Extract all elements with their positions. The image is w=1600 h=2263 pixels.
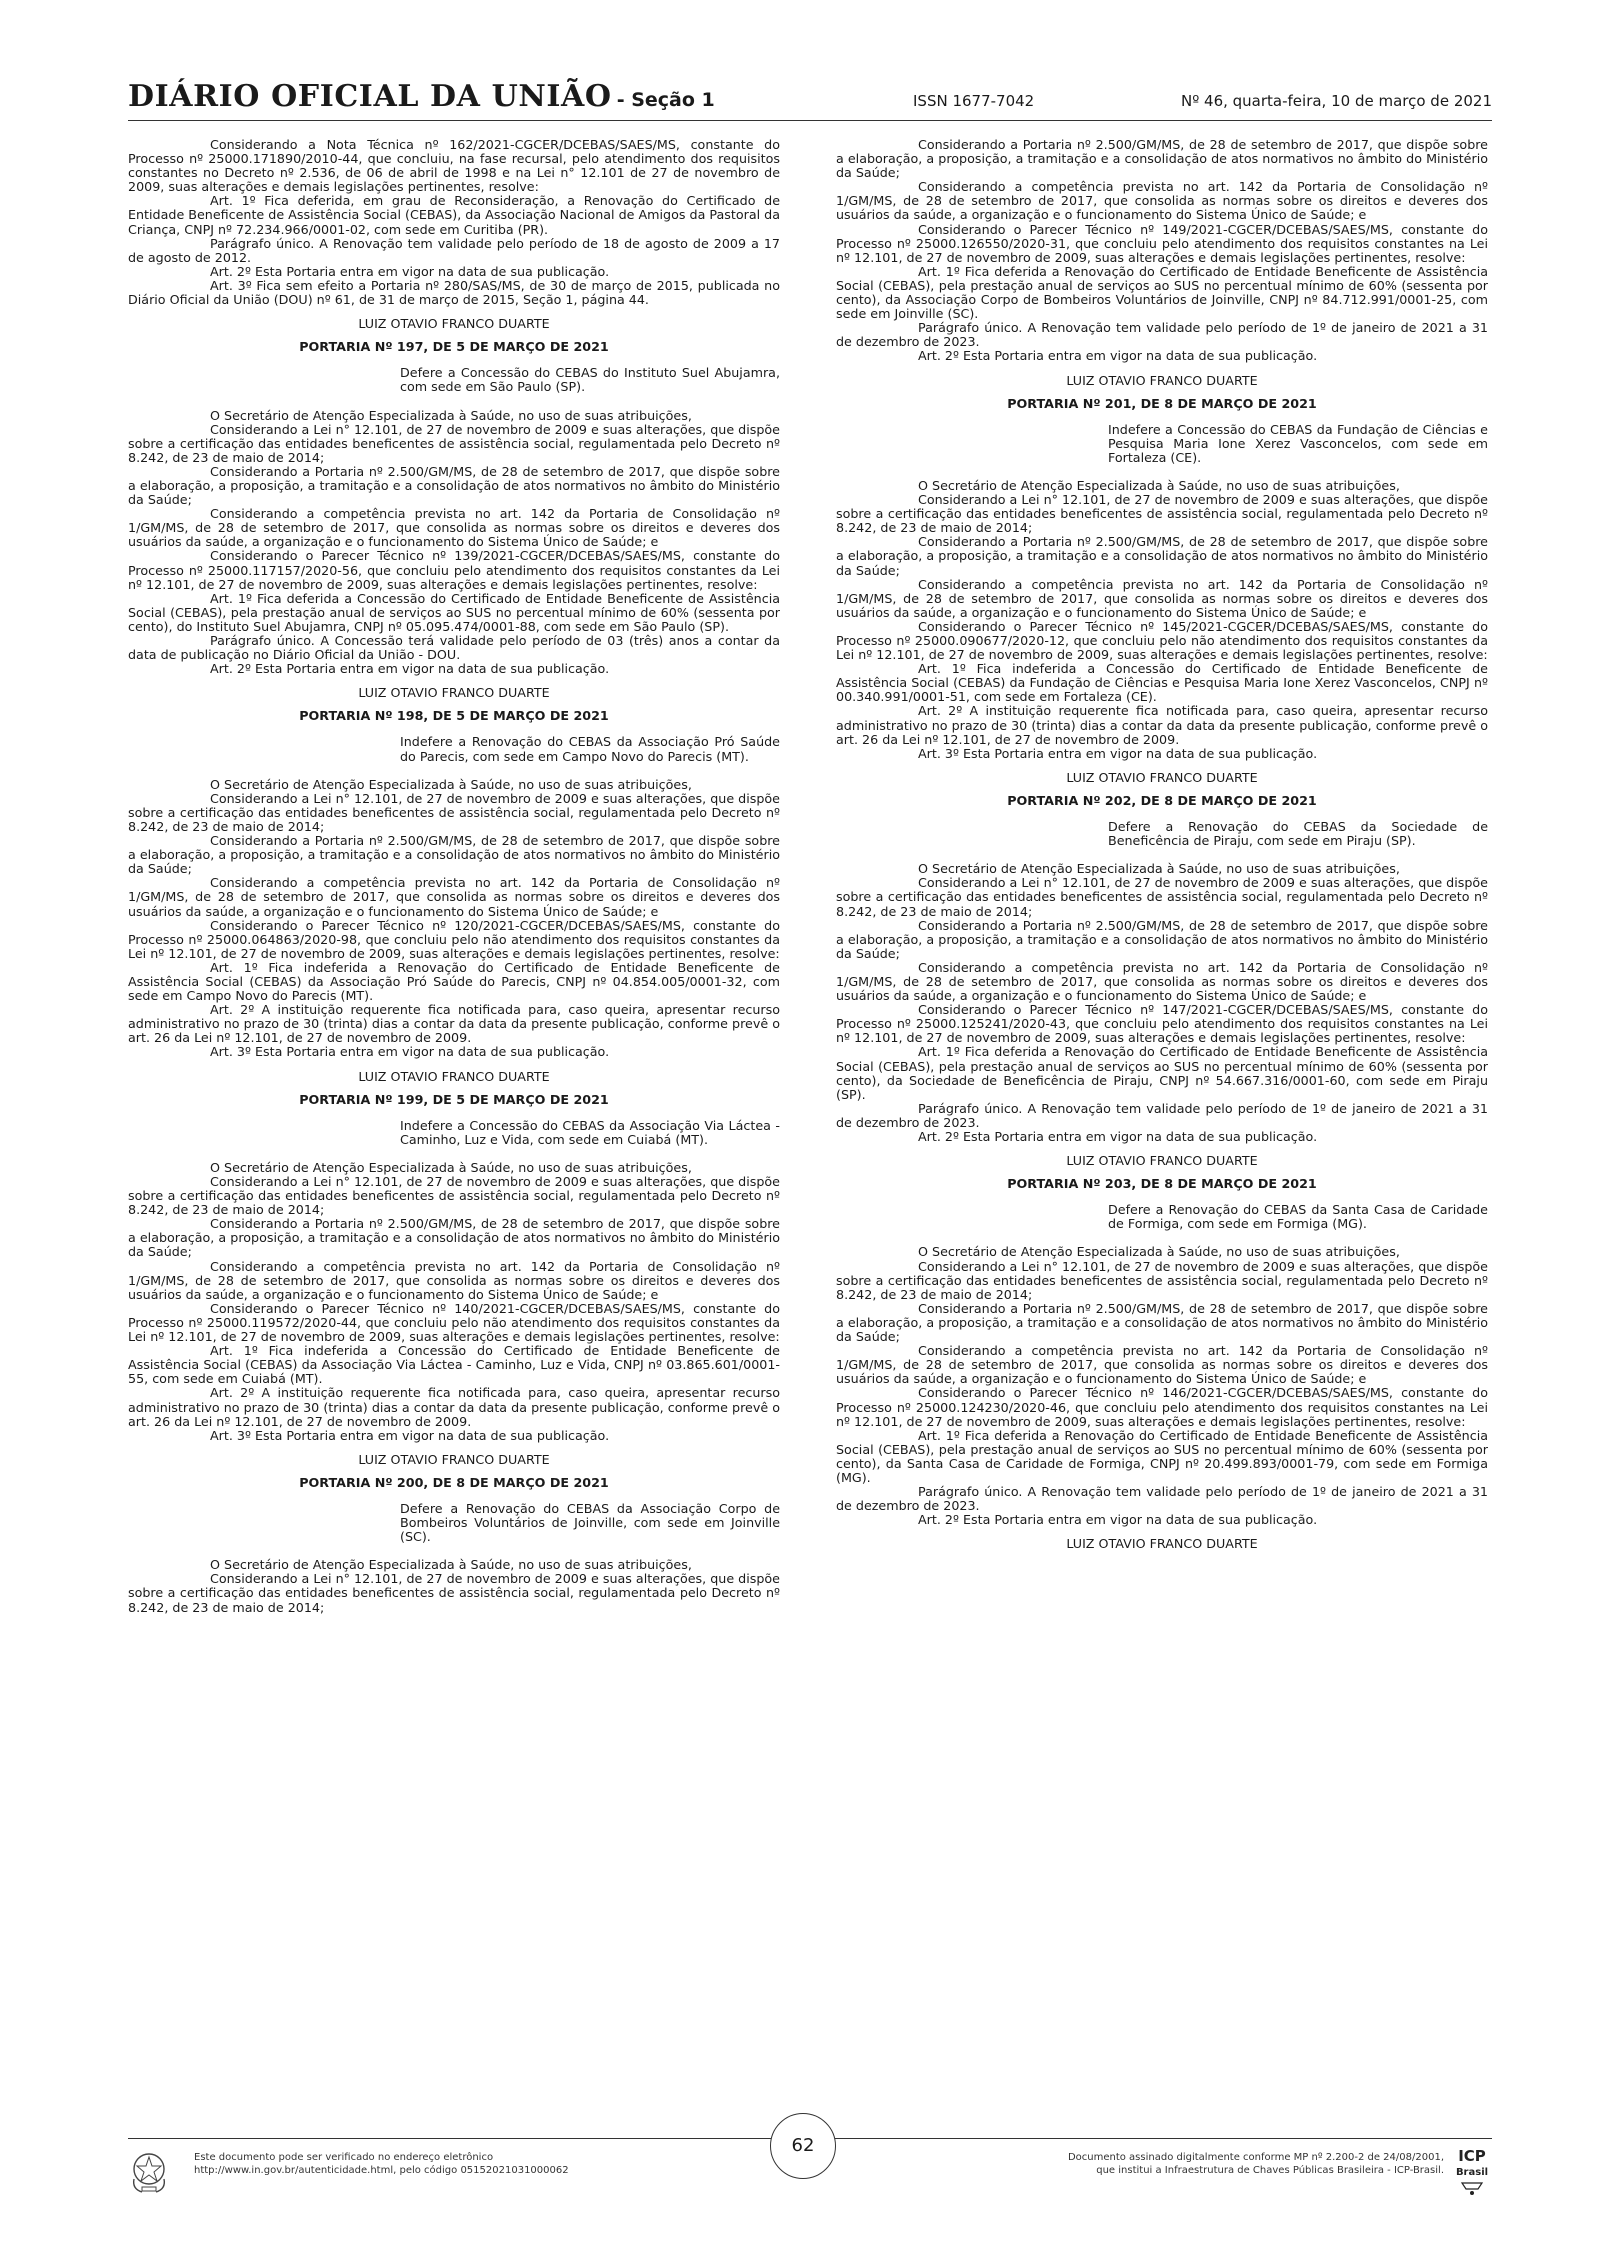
issn: ISSN 1677-7042 (913, 92, 1035, 110)
verification-link[interactable]: http://www.in.gov.br/autenticidade.html, pelo código 05152021031000062 (194, 2165, 569, 2176)
paragraph: Considerando a Lei n° 12.101, de 27 de novembro de 2009 e suas alterações, que dispõe sobre a certificação das entidades beneficentes de assistência social, regulamentada pelo Decreto nº 8.242, de 23 de maio de 2014; (128, 1571, 780, 1615)
paragraph: Considerando a Portaria nº 2.500/GM/MS, de 28 de setembro de 2017, que dispõe sobre a elaboração, a proposição, a tramitação e a consolidação de atos normativos no âmbito do Ministério da Saúde; (128, 1216, 780, 1260)
signature: LUIZ OTAVIO FRANCO DUARTE (1066, 1536, 1258, 1552)
paragraph: Considerando a Portaria nº 2.500/GM/MS, de 28 de setembro de 2017, que dispõe sobre a elaboração, a proposição, a tramitação e a consolidação de atos normativos no âmbito do Ministério da Saúde; (836, 534, 1488, 578)
paragraph: Art. 1º Fica deferida a Renovação do Certificado de Entidade Beneficente de Assistência Social (CEBAS), pela prestação anual de serviços ao SUS no percentual mínimo de 60% (sessenta por cento), da Associação Corpo de Bombeiros Voluntários de Joinville, CNPJ nº 84.712.991/0001-25, com sede em Joinville (SC). (836, 263, 1488, 322)
portaria-201-ementa: Indefere a Concessão do CEBAS da Fundação de Ciências e Pesquisa Maria Ione Xerez Vasconcelos, com sede em Fortaleza (CE). (1108, 421, 1488, 465)
paragraph: Art. 2º Esta Portaria entra em vigor na data de sua publicação. (210, 263, 610, 279)
verification-note (194, 2151, 569, 2177)
paragraph: Considerando a competência prevista no art. 142 da Portaria de Consolidação nº 1/GM/MS, de 28 de setembro de 2017, que consolida as normas sobre os direitos e deveres dos usuários da saúde, a organização e o funcionamento do Sistema Único de Saúde; e (128, 875, 780, 919)
paragraph: Art. 2º A instituição requerente fica notificada para, caso queira, apresentar recurso administrativo no prazo de 30 (trinta) dias a contar da data da presente publicação, conforme prevê o art. 26 da Lei nº 12.101, de 27 de novembro de 2009. (836, 703, 1488, 747)
paragraph: Art. 1º Fica indeferida a Concessão do Certificado de Entidade Beneficente de Assistência Social (CEBAS) da Associação Via Láctea - Caminho, Luz e Vida, CNPJ nº 03.865.601/0001-55, com sede em Cuiabá (MT). (128, 1343, 780, 1387)
paragraph: Art. 3º Esta Portaria entra em vigor na data de sua publicação. (210, 1427, 610, 1443)
paragraph: Considerando a Portaria nº 2.500/GM/MS, de 28 de setembro de 2017, que dispõe sobre a elaboração, a proposição, a tramitação e a consolidação de atos normativos no âmbito do Ministério da Saúde; (836, 137, 1488, 181)
paragraph: Considerando a competência prevista no art. 142 da Portaria de Consolidação nº 1/GM/MS, de 28 de setembro de 2017, que consolida as normas sobre os direitos e deveres dos usuários da saúde, a organização e o funcionamento do Sistema Único de Saúde; e (836, 1343, 1488, 1387)
paragraph: Art. 2º Esta Portaria entra em vigor na data de sua publicação. (918, 1512, 1318, 1528)
signature: LUIZ OTAVIO FRANCO DUARTE (358, 316, 550, 332)
paragraph: Considerando a Lei n° 12.101, de 27 de novembro de 2009 e suas alterações, que dispõe sobre a certificação das entidades beneficentes de assistência social, regulamentada pelo Decreto nº 8.242, de 23 de maio de 2014; (836, 875, 1488, 919)
paragraph: Considerando o Parecer Técnico nº 140/2021-CGCER/DCEBAS/SAES/MS, constante do Processo nº 25000.119572/2020-44, que concluiu pelo não atendimento dos requisitos constantes da Lei nº 12.101, de 27 de novembro de 2009, suas alterações e demais legislações pertinentes, resolve: (128, 1300, 780, 1345)
paragraph: Considerando o Parecer Técnico nº 120/2021-CGCER/DCEBAS/SAES/MS, constante do Processo nº 25000.064863/2020-98, que concluiu pelo não atendimento dos requisitos constantes da Lei nº 12.101, de 27 de novembro de 2009, suas alterações e demais legislações pertinentes, resolve: (128, 917, 780, 961)
paragraph: O Secretário de Atenção Especializada à Saúde, no uso de suas atribuições, (210, 407, 692, 423)
portaria-202-title: PORTARIA Nº 202, DE 8 DE MARÇO DE 2021 (1007, 792, 1317, 808)
portaria-198-title: PORTARIA Nº 198, DE 5 DE MARÇO DE 2021 (299, 708, 609, 724)
portaria-203-ementa: Defere a Renovação do CEBAS da Santa Casa de Caridade de Formiga, com sede em Formiga (MG). (1108, 1202, 1488, 1232)
paragraph: Art. 3º Esta Portaria entra em vigor na data de sua publicação. (210, 1044, 610, 1060)
signature: LUIZ OTAVIO FRANCO DUARTE (1066, 372, 1258, 388)
paragraph: Considerando a Lei n° 12.101, de 27 de novembro de 2009 e suas alterações, que dispõe sobre a certificação das entidades beneficentes de assistência social, regulamentada pelo Decreto nº 8.242, de 23 de maio de 2014; (836, 1258, 1488, 1302)
paragraph: Considerando o Parecer Técnico nº 145/2021-CGCER/DCEBAS/SAES/MS, constante do Processo nº 25000.090677/2020-12, que concluiu pelo não atendimento dos requisitos constantes da Lei nº 12.101, de 27 de novembro de 2009, suas alterações e demais legislações pertinentes, resolve: (836, 618, 1488, 663)
edition-info: Nº 46, quarta-feira, 10 de março de 2021 (1180, 92, 1492, 110)
signature: LUIZ OTAVIO FRANCO DUARTE (358, 1068, 550, 1084)
journal-title: DIÁRIO OFICIAL DA UNIÃO (128, 79, 612, 114)
right-column (836, 138, 1488, 1560)
paragraph: O Secretário de Atenção Especializada à Saúde, no uso de suas atribuições, (918, 477, 1400, 493)
portaria-199-ementa: Indefere a Concessão do CEBAS da Associação Via Láctea - Caminho, Luz e Vida, com sede em Cuiabá (MT). (400, 1117, 780, 1147)
portaria-197-ementa: Defere a Concessão do CEBAS do Instituto Suel Abujamra, com sede em São Paulo (SP). (400, 365, 780, 395)
paragraph: Parágrafo único. A Renovação tem validade pelo período de 1º de janeiro de 2021 a 31 de dezembro de 2023. (836, 1484, 1488, 1514)
svg-text:Brasil: Brasil (1455, 2167, 1489, 2178)
paragraph: Parágrafo único. A Renovação tem validade pelo período de 18 de agosto de 2009 a 17 de agosto de 2012. (128, 235, 780, 265)
signature-note-line: que institui a Infraestrutura de Chaves Públicas Brasileira - ICP-Brasil. (1096, 2165, 1444, 2176)
paragraph: Art. 1º Fica indeferida a Concessão do Certificado de Entidade Beneficente de Assistência Social (CEBAS) da Fundação de Ciências e Pesquisa Maria Ione Xerez Vasconcelos, CNPJ nº 00.340.991/0001-51, com sede em Fortaleza (CE). (836, 661, 1488, 705)
portaria-197-title: PORTARIA Nº 197, DE 5 DE MARÇO DE 2021 (299, 339, 609, 355)
paragraph: Considerando a Nota Técnica nº 162/2021-CGCER/DCEBAS/SAES/MS, constante do Processo nº 25000.171890/2010-44, que concluiu, na fase recursal, pelo atendimento dos requisitos constantes no Decreto nº 2.536, de 06 de abril de 1998 e na Lei n° 12.101 de 27 de novembro de 2009, suas alterações e demais legislações pertinentes, resolve: (128, 137, 780, 195)
paragraph: Considerando a Lei n° 12.101, de 27 de novembro de 2009 e suas alterações, que dispõe sobre a certificação das entidades beneficentes de assistência social, regulamentada pelo Decreto nº 8.242, de 23 de maio de 2014; (128, 1174, 780, 1218)
section-label: - Seção 1 (616, 89, 715, 111)
paragraph: Considerando a Lei n° 12.101, de 27 de novembro de 2009 e suas alterações, que dispõe sobre a certificação das entidades beneficentes de assistência social, regulamentada pelo Decreto nº 8.242, de 23 de maio de 2014; (128, 421, 780, 465)
page-footer (128, 2135, 1492, 2201)
paragraph: Art. 2º Esta Portaria entra em vigor na data de sua publicação. (210, 661, 610, 677)
paragraph: Considerando a Portaria nº 2.500/GM/MS, de 28 de setembro de 2017, que dispõe sobre a elaboração, a proposição, a tramitação e a consolidação de atos normativos no âmbito do Ministério da Saúde; (836, 917, 1488, 961)
paragraph: Considerando a competência prevista no art. 142 da Portaria de Consolidação nº 1/GM/MS, de 28 de setembro de 2017, que consolida as normas sobre os direitos e deveres dos usuários da saúde, a organização e o funcionamento do Sistema Único de Saúde; e (836, 576, 1488, 620)
intro-block (128, 138, 780, 307)
signature: LUIZ OTAVIO FRANCO DUARTE (358, 1451, 550, 1467)
paragraph: Art. 1º Fica deferida a Renovação do Certificado de Entidade Beneficente de Assistência Social (CEBAS), pela prestação anual de serviços ao SUS no percentual mínimo de 60% (sessenta por cento), da Sociedade de Beneficência de Piraju, CNPJ nº 54.667.316/0001-60, com sede em Piraju (SP). (836, 1044, 1488, 1102)
paragraph: O Secretário de Atenção Especializada à Saúde, no uso de suas atribuições, (918, 861, 1400, 877)
paragraph: Art. 1º Fica indeferida a Renovação do Certificado de Entidade Beneficente de Assistência Social (CEBAS) da Associação Pró Saúde do Parecis, CNPJ nº 04.854.005/0001-32, com sede em Campo Novo do Parecis (MT). (128, 959, 780, 1004)
paragraph: Considerando o Parecer Técnico nº 149/2021-CGCER/DCEBAS/SAES/MS, constante do Processo nº 25000.126550/2020-31, que concluiu pelo atendimento dos requisitos constantes na Lei nº 12.101, de 27 de novembro de 2009, suas alterações e demais legislações pertinentes, resolve: (836, 221, 1488, 265)
paragraph: Considerando a competência prevista no art. 142 da Portaria de Consolidação nº 1/GM/MS, de 28 de setembro de 2017, que consolida as normas sobre os direitos e deveres dos usuários da saúde, a organização e o funcionamento do Sistema Único de Saúde; e (128, 506, 780, 550)
masthead (128, 79, 715, 114)
paragraph: Art. 2º A instituição requerente fica notificada para, caso queira, apresentar recurso administrativo no prazo de 30 (trinta) dias a contar da data da presente publicação, conforme prevê o art. 26 da Lei nº 12.101, de 27 de novembro de 2009. (128, 1385, 780, 1429)
verification-line: Este documento pode ser verificado no endereço eletrônico (194, 2152, 494, 2163)
paragraph: Considerando o Parecer Técnico nº 147/2021-CGCER/DCEBAS/SAES/MS, constante do Processo nº 25000.125241/2020-43, que concluiu pelo atendimento dos requisitos constantes na Lei nº 12.101, de 27 de novembro de 2009, suas alterações e demais legislações pertinentes, resolve: (836, 1002, 1488, 1046)
paragraph: Art. 3º Esta Portaria entra em vigor na data de sua publicação. (918, 745, 1318, 761)
paragraph: Art. 2º Esta Portaria entra em vigor na data de sua publicação. (918, 1129, 1318, 1144)
paragraph: Art. 2º A instituição requerente fica notificada para, caso queira, apresentar recurso administrativo no prazo de 30 (trinta) dias a contar da data da presente publicação, conforme prevê o art. 26 da Lei nº 12.101, de 27 de novembro de 2009. (128, 1002, 780, 1046)
paragraph: O Secretário de Atenção Especializada à Saúde, no uso de suas atribuições, (210, 776, 692, 792)
paragraph: Art. 3º Fica sem efeito a Portaria nº 280/SAS/MS, de 30 de março de 2015, publicada no Diário Oficial da União (DOU) nº 61, de 31 de março de 2015, Seção 1, página 44. (128, 277, 780, 308)
paragraph: Considerando a Portaria nº 2.500/GM/MS, de 28 de setembro de 2017, que dispõe sobre a elaboração, a proposição, a tramitação e a consolidação de atos normativos no âmbito do Ministério da Saúde; (836, 1300, 1488, 1345)
left-column (128, 138, 780, 1615)
signature: LUIZ OTAVIO FRANCO DUARTE (1066, 1153, 1258, 1169)
paragraph: Considerando o Parecer Técnico nº 146/2021-CGCER/DCEBAS/SAES/MS, constante do Processo nº 25000.124230/2020-46, que concluiu pelo atendimento dos requisitos constantes na Lei nº 12.101, de 27 de novembro de 2009, suas alterações e demais legislações pertinentes, resolve: (836, 1385, 1488, 1429)
portaria-201-title: PORTARIA Nº 201, DE 8 DE MARÇO DE 2021 (1007, 395, 1317, 411)
paragraph: Considerando a Lei n° 12.101, de 27 de novembro de 2009 e suas alterações, que dispõe sobre a certificação das entidades beneficentes de assistência social, regulamentada pelo Decreto nº 8.242, de 23 de maio de 2014; (836, 492, 1488, 536)
paragraph: Parágrafo único. A Renovação tem validade pelo período de 1º de janeiro de 2021 a 31 de dezembro de 2023. (836, 1100, 1488, 1130)
paragraph: O Secretário de Atenção Especializada à Saúde, no uso de suas atribuições, (210, 1159, 692, 1175)
digital-signature-note (1068, 2151, 1444, 2177)
portaria-199-title: PORTARIA Nº 199, DE 5 DE MARÇO DE 2021 (299, 1091, 609, 1107)
portaria-200-ementa: Defere a Renovação do CEBAS da Associação Corpo de Bombeiros Voluntários de Joinville, com sede em Joinville (SC). (400, 1500, 780, 1545)
portaria-198-ementa: Indefere a Renovação do CEBAS da Associação Pró Saúde do Parecis, com sede em Campo Novo do Parecis (MT). (400, 734, 780, 764)
paragraph: O Secretário de Atenção Especializada à Saúde, no uso de suas atribuições, (210, 1557, 692, 1573)
paragraph: Considerando a Portaria nº 2.500/GM/MS, de 28 de setembro de 2017, que dispõe sobre a elaboração, a proposição, a tramitação e a consolidação de atos normativos no âmbito do Ministério da Saúde; (128, 463, 780, 508)
signature-note-line: Documento assinado digitalmente conforme MP nº 2.200-2 de 24/08/2001, (1067, 2152, 1444, 2163)
paragraph: Art. 1º Fica deferida a Concessão do Certificado de Entidade Beneficente de Assistência Social (CEBAS), pela prestação anual de serviços ao SUS no percentual mínimo de 60% (sessenta por cento), do Instituto Suel Abujamra, CNPJ nº 05.095.474/0001-88, com sede em São Paulo (SP). (128, 590, 780, 634)
coat-of-arms-icon (128, 2149, 170, 2195)
paragraph: Art. 2º Esta Portaria entra em vigor na data de sua publicação. (918, 348, 1318, 364)
signature: LUIZ OTAVIO FRANCO DUARTE (358, 685, 550, 701)
portaria-202-ementa: Defere a Renovação do CEBAS da Sociedade de Beneficência de Piraju, com sede em Piraju (SP). (1108, 819, 1488, 849)
svg-text:ICP: ICP (1458, 2147, 1486, 2165)
paragraph: O Secretário de Atenção Especializada à Saúde, no uso de suas atribuições, (918, 1244, 1400, 1260)
portaria-203-title: PORTARIA Nº 203, DE 8 DE MARÇO DE 2021 (1007, 1176, 1317, 1192)
paragraph: Art. 1º Fica deferida a Renovação do Certificado de Entidade Beneficente de Assistência Social (CEBAS), pela prestação anual de serviços ao SUS no percentual mínimo de 60% (sessenta por cento), da Santa Casa de Caridade de Formiga, CNPJ nº 20.499.893/0001-79, com sede em Formiga (MG). (836, 1427, 1488, 1485)
paragraph: Considerando a competência prevista no art. 142 da Portaria de Consolidação nº 1/GM/MS, de 28 de setembro de 2017, que consolida as normas sobre os direitos e deveres dos usuários da saúde, a organização e o funcionamento do Sistema Único de Saúde; e (836, 179, 1488, 223)
paragraph: Parágrafo único. A Concessão terá validade pelo período de 03 (três) anos a contar da data de publicação no Diário Oficial da União - DOU. (128, 633, 780, 663)
paragraph: Art. 1º Fica deferida, em grau de Reconsideração, a Renovação do Certificado de Entidade Beneficente de Assistência Social (CEBAS), da Associação Nacional de Amigos da Pastoral da Criança, CNPJ nº 72.234.966/0001-02, com sede em Curitiba (PR). (128, 193, 780, 237)
paragraph: Considerando a competência prevista no art. 142 da Portaria de Consolidação nº 1/GM/MS, de 28 de setembro de 2017, que consolida as normas sobre os direitos e deveres dos usuários da saúde, a organização e o funcionamento do Sistema Único de Saúde; e (128, 1258, 780, 1302)
paragraph: Parágrafo único. A Renovação tem validade pelo período de 1º de janeiro de 2021 a 31 de dezembro de 2023. (836, 320, 1488, 350)
portaria-200-title: PORTARIA Nº 200, DE 8 DE MARÇO DE 2021 (299, 1474, 609, 1490)
paragraph: Considerando a Lei n° 12.101, de 27 de novembro de 2009 e suas alterações, que dispõe sobre a certificação das entidades beneficentes de assistência social, regulamentada pelo Decreto nº 8.242, de 23 de maio de 2014; (128, 790, 780, 834)
page-number: 62 (770, 2113, 836, 2179)
signature: LUIZ OTAVIO FRANCO DUARTE (1066, 769, 1258, 785)
page-header (128, 72, 1492, 121)
paragraph: Considerando o Parecer Técnico nº 139/2021-CGCER/DCEBAS/SAES/MS, constante do Processo nº 25000.117157/2020-56, que concluiu pelo atendimento dos requisitos constantes da Lei nº 12.101, de 27 de novembro de 2009, suas alterações e demais legislações pertinentes, resolve: (128, 548, 780, 592)
paragraph: Considerando a competência prevista no art. 142 da Portaria de Consolidação nº 1/GM/MS, de 28 de setembro de 2017, que consolida as normas sobre os direitos e deveres dos usuários da saúde, a organização e o funcionamento do Sistema Único de Saúde; e (836, 959, 1488, 1004)
icp-brasil-logo-icon (1452, 2143, 1492, 2199)
paragraph: Considerando a Portaria nº 2.500/GM/MS, de 28 de setembro de 2017, que dispõe sobre a elaboração, a proposição, a tramitação e a consolidação de atos normativos no âmbito do Ministério da Saúde; (128, 833, 780, 877)
